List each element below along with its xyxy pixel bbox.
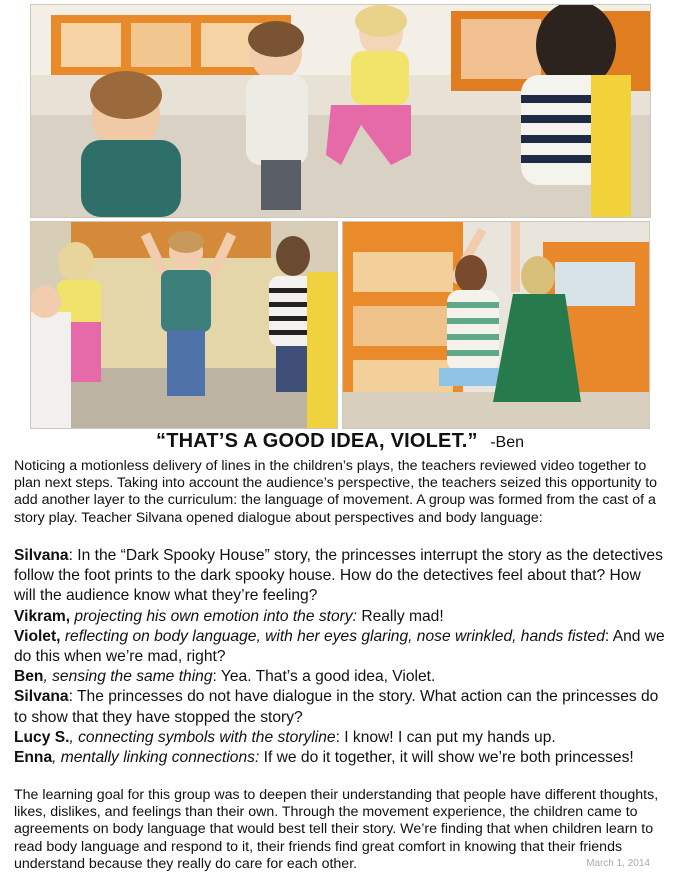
dialogue-line bbox=[14, 748, 666, 768]
dialogue-separator: : bbox=[68, 547, 78, 564]
dialogue-note: projecting his own emotion into the story: bbox=[70, 607, 357, 625]
date-stamp: March 1, 2014 bbox=[586, 858, 650, 869]
heading-author: -Ben bbox=[490, 434, 524, 451]
intro-paragraph: Noticing a motionless delivery of lines in the children’s plays, the teachers reviewed video together to plan next steps. Taking into account the audience’s perspective, the teachers seized this opportunity to add another layer to the curriculum: the language of movement. A group was formed from the cast of a story play. Teacher Silvana opened dialogue about perspectives and body language: bbox=[14, 458, 658, 526]
dialogue-note: , sensing the same thing bbox=[43, 668, 213, 686]
dialogue-speaker: Ben bbox=[14, 668, 44, 686]
dialogue-speaker: Silvana bbox=[14, 547, 69, 564]
caption-heading bbox=[0, 430, 680, 453]
closing-paragraph: The learning goal for this group was to deepen their understanding that people have different thoughts, likes, dislikes, and feelings than their own. Through the movement experience, the children came to agreements on body language that would best tell their story. We’re finding that when children learn to read body language and respond to it, their friends find great comfort in knowing that their friends understand because they really do care for each other. bbox=[14, 787, 659, 872]
dialogue-speaker: Silvana bbox=[14, 688, 69, 706]
dialogue-block bbox=[14, 546, 666, 768]
dialogue-speaker: Enna bbox=[14, 749, 53, 767]
dialogue-note: , mentally linking connections: bbox=[52, 749, 260, 767]
dialogue-text: And we do this when we’re mad, right? bbox=[14, 627, 665, 666]
dialogue-separator: : bbox=[68, 688, 77, 706]
dialogue-text: In the “Dark Spooky House” story, the princesses interrupt the story as the detectives follow the foot prints to the dark spooky house. How do the detectives feel about that? How will the audience know what they’re feeling? bbox=[14, 547, 663, 605]
dialogue-text: Really mad! bbox=[361, 607, 444, 625]
photo-children-moving-classroom bbox=[30, 4, 651, 218]
dialogue-note: reflecting on body language, with her eyes glaring, nose wrinkled, hands fisted bbox=[60, 627, 605, 645]
dialogue-text: I know! I can put my hands up. bbox=[344, 728, 556, 746]
dialogue-separator: : bbox=[335, 728, 345, 746]
dialogue-line bbox=[14, 667, 666, 687]
dialogue-line bbox=[14, 728, 666, 748]
dialogue-speaker: Vikram, bbox=[14, 607, 71, 625]
dialogue-text: The princesses do not have dialogue in the story. What action can the princesses do to show that they have stopped the story? bbox=[14, 688, 659, 726]
dialogue-line bbox=[14, 627, 666, 667]
photo-two-girls-posing-right bbox=[342, 221, 650, 429]
dialogue-line bbox=[14, 546, 666, 607]
dialogue-text: Yea. That’s a good idea, Violet. bbox=[220, 668, 436, 686]
heading-quote: “THAT’S A GOOD IDEA, VIOLET.” bbox=[156, 430, 478, 452]
dialogue-separator: : bbox=[604, 627, 613, 645]
dialogue-separator: : bbox=[212, 668, 221, 686]
dialogue-note: , connecting symbols with the storyline bbox=[69, 728, 336, 746]
dialogue-speaker: Lucy S. bbox=[14, 728, 70, 746]
dialogue-line bbox=[14, 607, 666, 627]
dialogue-line bbox=[14, 687, 666, 727]
dialogue-speaker: Violet, bbox=[14, 627, 61, 645]
dialogue-text: If we do it together, it will show we’re both princesses! bbox=[263, 749, 634, 767]
photo-children-posing-left bbox=[30, 221, 338, 429]
